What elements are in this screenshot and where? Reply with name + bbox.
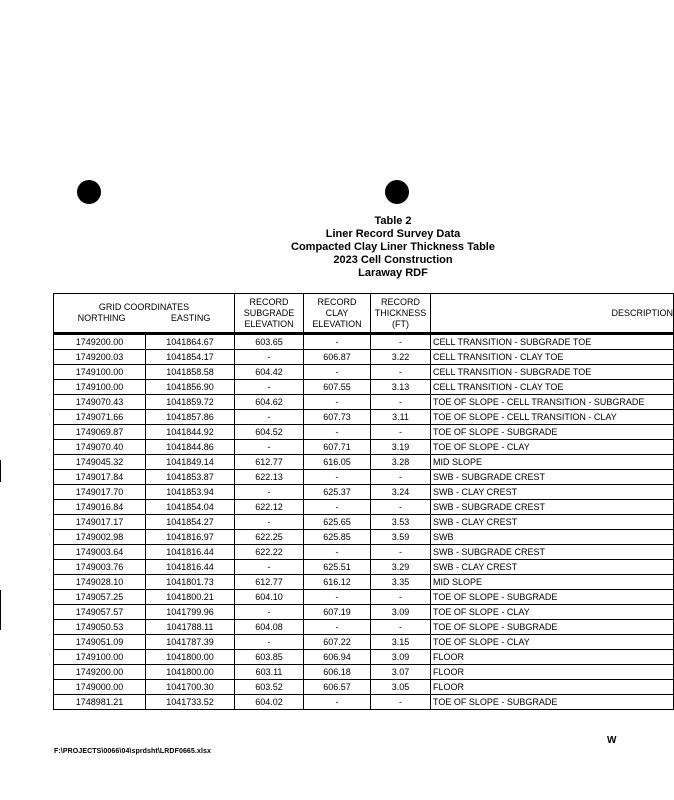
thickness-cell: 3.59	[371, 530, 431, 545]
description-cell: TOE OF SLOPE - CELL TRANSITION - SUBGRADE	[431, 395, 674, 410]
northing-cell: 1749051.09	[54, 635, 146, 650]
thickness-cell: 3.05	[371, 680, 431, 695]
subgrade-elevation-cell: 604.42	[235, 365, 304, 380]
table-row	[54, 500, 674, 515]
subgrade-elevation-cell: 604.02	[235, 695, 304, 710]
easting-cell: 1041858.58	[146, 365, 235, 380]
description-cell: SWB	[431, 530, 674, 545]
description-cell: CELL TRANSITION - CLAY TOE	[431, 380, 674, 395]
thickness-cell: 3.19	[371, 440, 431, 455]
table-row	[54, 395, 674, 410]
thickness-cell: -	[371, 500, 431, 515]
easting-cell: 1041854.17	[146, 350, 235, 365]
northing-cell: 1749200.03	[54, 350, 146, 365]
punch-hole-left	[77, 180, 101, 204]
clay-elevation-cell: -	[304, 545, 371, 560]
table-row	[54, 545, 674, 560]
table-row	[54, 560, 674, 575]
thickness-cell: 3.22	[371, 350, 431, 365]
description-cell: TOE OF SLOPE - SUBGRADE	[431, 620, 674, 635]
clay-elevation-cell: -	[304, 695, 371, 710]
easting-cell: 1041816.44	[146, 560, 235, 575]
subgrade-elevation-cell: 603.65	[235, 334, 304, 350]
table-row	[54, 410, 674, 425]
subgrade-elevation-cell: -	[235, 605, 304, 620]
table-row	[54, 665, 674, 680]
subgrade-elevation-cell: 622.22	[235, 545, 304, 560]
easting-cell: 1041801.73	[146, 575, 235, 590]
description-cell: TOE OF SLOPE - CLAY	[431, 605, 674, 620]
table-header-row	[54, 294, 674, 334]
description-cell: TOE OF SLOPE - SUBGRADE	[431, 590, 674, 605]
northing-cell: 1749200.00	[54, 334, 146, 350]
subgrade-elevation-cell: 604.62	[235, 395, 304, 410]
subgrade-elevation-cell: 603.85	[235, 650, 304, 665]
clay-elevation-cell: 607.71	[304, 440, 371, 455]
description-cell: TOE OF SLOPE - SUBGRADE	[431, 425, 674, 440]
clay-elevation-cell: -	[304, 470, 371, 485]
description-cell: SWB - SUBGRADE CREST	[431, 545, 674, 560]
northing-cell: 1749100.00	[54, 380, 146, 395]
northing-cell: 1749069.87	[54, 425, 146, 440]
scan-edge-mark	[0, 590, 1, 630]
project-name: 2023 Cell Construction	[333, 254, 453, 266]
thickness-cell: 3.09	[371, 605, 431, 620]
clay-elevation-cell: -	[304, 365, 371, 380]
clay-elevation-cell: 625.85	[304, 530, 371, 545]
northing-cell: 1749003.76	[54, 560, 146, 575]
northing-cell: 1749016.84	[54, 500, 146, 515]
subgrade-elevation-cell: 622.12	[235, 500, 304, 515]
northing-cell: 1748981.21	[54, 695, 146, 710]
thickness-cell: -	[371, 334, 431, 350]
northing-cell: 1749017.70	[54, 485, 146, 500]
northing-cell: 1749045.32	[54, 455, 146, 470]
northing-cell: 1749100.00	[54, 365, 146, 380]
northing-header: NORTHING	[77, 313, 126, 323]
description-cell: TOE OF SLOPE - CLAY	[431, 635, 674, 650]
thickness-cell: -	[371, 695, 431, 710]
file-path-footer: F:\PROJECTS\0066\04\sprdsht\LRDF0665.xlsx	[54, 748, 211, 755]
table-row	[54, 350, 674, 365]
clay-elevation-cell: -	[304, 395, 371, 410]
easting-cell: 1041800.21	[146, 590, 235, 605]
easting-cell: 1041854.27	[146, 515, 235, 530]
page-corner-mark: W	[607, 735, 617, 746]
clay-elevation-cell: 625.65	[304, 515, 371, 530]
easting-cell: 1041799.96	[146, 605, 235, 620]
subgrade-elevation-cell: 603.52	[235, 680, 304, 695]
description-cell: FLOOR	[431, 680, 674, 695]
clay-elevation-cell: 607.55	[304, 380, 371, 395]
liner-survey-table	[53, 293, 674, 710]
table-row	[54, 485, 674, 500]
table-row	[54, 590, 674, 605]
description-cell: FLOOR	[431, 665, 674, 680]
table-row	[54, 515, 674, 530]
subgrade-elevation-header: RECORD SUBGRADE ELEVATION	[235, 294, 304, 334]
easting-cell: 1041864.67	[146, 334, 235, 350]
northing-cell: 1749070.43	[54, 395, 146, 410]
clay-elevation-cell: 607.73	[304, 410, 371, 425]
grid-coordinates-header	[54, 294, 235, 334]
subgrade-elevation-cell: -	[235, 560, 304, 575]
thickness-cell: -	[371, 395, 431, 410]
description-cell: TOE OF SLOPE - SUBGRADE	[431, 695, 674, 710]
subgrade-elevation-cell: -	[235, 440, 304, 455]
easting-cell: 1041788.11	[146, 620, 235, 635]
subgrade-elevation-cell: 604.52	[235, 425, 304, 440]
table-number: Table 2	[374, 215, 412, 227]
clay-elevation-cell: 625.37	[304, 485, 371, 500]
table-row	[54, 620, 674, 635]
clay-elevation-cell: 607.22	[304, 635, 371, 650]
thickness-cell: 3.24	[371, 485, 431, 500]
northing-cell: 1749003.64	[54, 545, 146, 560]
description-cell: CELL TRANSITION - CLAY TOE	[431, 350, 674, 365]
northing-cell: 1749000.00	[54, 680, 146, 695]
description-cell: CELL TRANSITION - SUBGRADE TOE	[431, 365, 674, 380]
easting-cell: 1041859.72	[146, 395, 235, 410]
subgrade-elevation-cell: 622.13	[235, 470, 304, 485]
clay-elevation-cell: 607.19	[304, 605, 371, 620]
clay-elevation-cell: 606.94	[304, 650, 371, 665]
table-row	[54, 365, 674, 380]
thickness-cell: 3.15	[371, 635, 431, 650]
clay-elevation-header: RECORD CLAY ELEVATION	[304, 294, 371, 334]
northing-cell: 1749017.17	[54, 515, 146, 530]
northing-cell: 1749057.57	[54, 605, 146, 620]
clay-elevation-cell: -	[304, 425, 371, 440]
thickness-cell: -	[371, 470, 431, 485]
easting-cell: 1041800.00	[146, 650, 235, 665]
description-header: DESCRIPTION	[431, 294, 674, 334]
easting-cell: 1041733.52	[146, 695, 235, 710]
easting-header: EASTING	[170, 313, 211, 323]
easting-cell: 1041844.92	[146, 425, 235, 440]
table-row	[54, 530, 674, 545]
northing-cell: 1749050.53	[54, 620, 146, 635]
description-cell: SWB - SUBGRADE CREST	[431, 500, 674, 515]
table-row	[54, 470, 674, 485]
thickness-cell: -	[371, 425, 431, 440]
clay-elevation-cell: 606.18	[304, 665, 371, 680]
table-title-block	[233, 215, 553, 280]
description-cell: CELL TRANSITION - SUBGRADE TOE	[431, 334, 674, 350]
table-subtitle: Compacted Clay Liner Thickness Table	[291, 241, 495, 253]
easting-cell: 1041844.86	[146, 440, 235, 455]
thickness-cell: -	[371, 620, 431, 635]
thickness-cell: 3.11	[371, 410, 431, 425]
table-title: Liner Record Survey Data	[325, 228, 461, 240]
easting-cell: 1041800.00	[146, 665, 235, 680]
table-row	[54, 425, 674, 440]
table-row	[54, 605, 674, 620]
easting-cell: 1041853.94	[146, 485, 235, 500]
easting-cell: 1041816.97	[146, 530, 235, 545]
clay-elevation-cell: -	[304, 500, 371, 515]
description-cell: TOE OF SLOPE - CELL TRANSITION - CLAY	[431, 410, 674, 425]
thickness-cell: 3.28	[371, 455, 431, 470]
subgrade-elevation-cell: 603.11	[235, 665, 304, 680]
subgrade-elevation-cell: 604.10	[235, 590, 304, 605]
subgrade-elevation-cell: -	[235, 380, 304, 395]
subgrade-elevation-cell: 604.08	[235, 620, 304, 635]
easting-cell: 1041854.04	[146, 500, 235, 515]
clay-elevation-cell: 616.12	[304, 575, 371, 590]
thickness-cell: -	[371, 365, 431, 380]
table-row	[54, 680, 674, 695]
table-row	[54, 440, 674, 455]
description-cell: FLOOR	[431, 650, 674, 665]
table-row	[54, 380, 674, 395]
description-cell: MID SLOPE	[431, 455, 674, 470]
thickness-cell: 3.29	[371, 560, 431, 575]
subgrade-elevation-cell: -	[235, 515, 304, 530]
description-cell: SWB - SUBGRADE CREST	[431, 470, 674, 485]
subgrade-elevation-cell: -	[235, 635, 304, 650]
northing-cell: 1749071.66	[54, 410, 146, 425]
description-cell: SWB - CLAY CREST	[431, 485, 674, 500]
table-row	[54, 635, 674, 650]
easting-cell: 1041853.87	[146, 470, 235, 485]
description-cell: SWB - CLAY CREST	[431, 560, 674, 575]
subgrade-elevation-cell: -	[235, 485, 304, 500]
subgrade-elevation-cell: 612.77	[235, 575, 304, 590]
northing-cell: 1749070.40	[54, 440, 146, 455]
clay-elevation-cell: 616.05	[304, 455, 371, 470]
grid-coordinates-label: GRID COORDINATES	[98, 302, 190, 312]
description-cell: MID SLOPE	[431, 575, 674, 590]
northing-cell: 1749017.84	[54, 470, 146, 485]
scan-edge-mark	[0, 460, 1, 482]
easting-cell: 1041787.39	[146, 635, 235, 650]
subgrade-elevation-cell: -	[235, 410, 304, 425]
thickness-cell: 3.09	[371, 650, 431, 665]
clay-elevation-cell: 606.57	[304, 680, 371, 695]
site-name: Laraway RDF	[358, 267, 428, 279]
northing-cell: 1749002.98	[54, 530, 146, 545]
clay-elevation-cell: -	[304, 620, 371, 635]
subgrade-elevation-cell: 622.25	[235, 530, 304, 545]
easting-cell: 1041700.30	[146, 680, 235, 695]
easting-cell: 1041849.14	[146, 455, 235, 470]
thickness-cell: 3.13	[371, 380, 431, 395]
subgrade-elevation-cell: 612.77	[235, 455, 304, 470]
description-cell: TOE OF SLOPE - CLAY	[431, 440, 674, 455]
description-cell: SWB - CLAY CREST	[431, 515, 674, 530]
clay-elevation-cell: 625.51	[304, 560, 371, 575]
thickness-cell: 3.53	[371, 515, 431, 530]
table-row	[54, 455, 674, 470]
thickness-header: RECORD THICKNESS (FT)	[371, 294, 431, 334]
easting-cell: 1041856.90	[146, 380, 235, 395]
thickness-cell: 3.35	[371, 575, 431, 590]
clay-elevation-cell: 606.87	[304, 350, 371, 365]
northing-cell: 1749200.00	[54, 665, 146, 680]
thickness-cell: 3.07	[371, 665, 431, 680]
subgrade-elevation-cell: -	[235, 350, 304, 365]
table-row	[54, 334, 674, 350]
punch-hole-right	[385, 180, 409, 204]
thickness-cell: -	[371, 590, 431, 605]
northing-cell: 1749057.25	[54, 590, 146, 605]
thickness-cell: -	[371, 545, 431, 560]
northing-cell: 1749100.00	[54, 650, 146, 665]
easting-cell: 1041816.44	[146, 545, 235, 560]
table-row	[54, 575, 674, 590]
clay-elevation-cell: -	[304, 590, 371, 605]
table-row	[54, 695, 674, 710]
survey-table-container	[53, 293, 673, 709]
table-row	[54, 650, 674, 665]
easting-cell: 1041857.86	[146, 410, 235, 425]
northing-cell: 1749028.10	[54, 575, 146, 590]
clay-elevation-cell: -	[304, 334, 371, 350]
